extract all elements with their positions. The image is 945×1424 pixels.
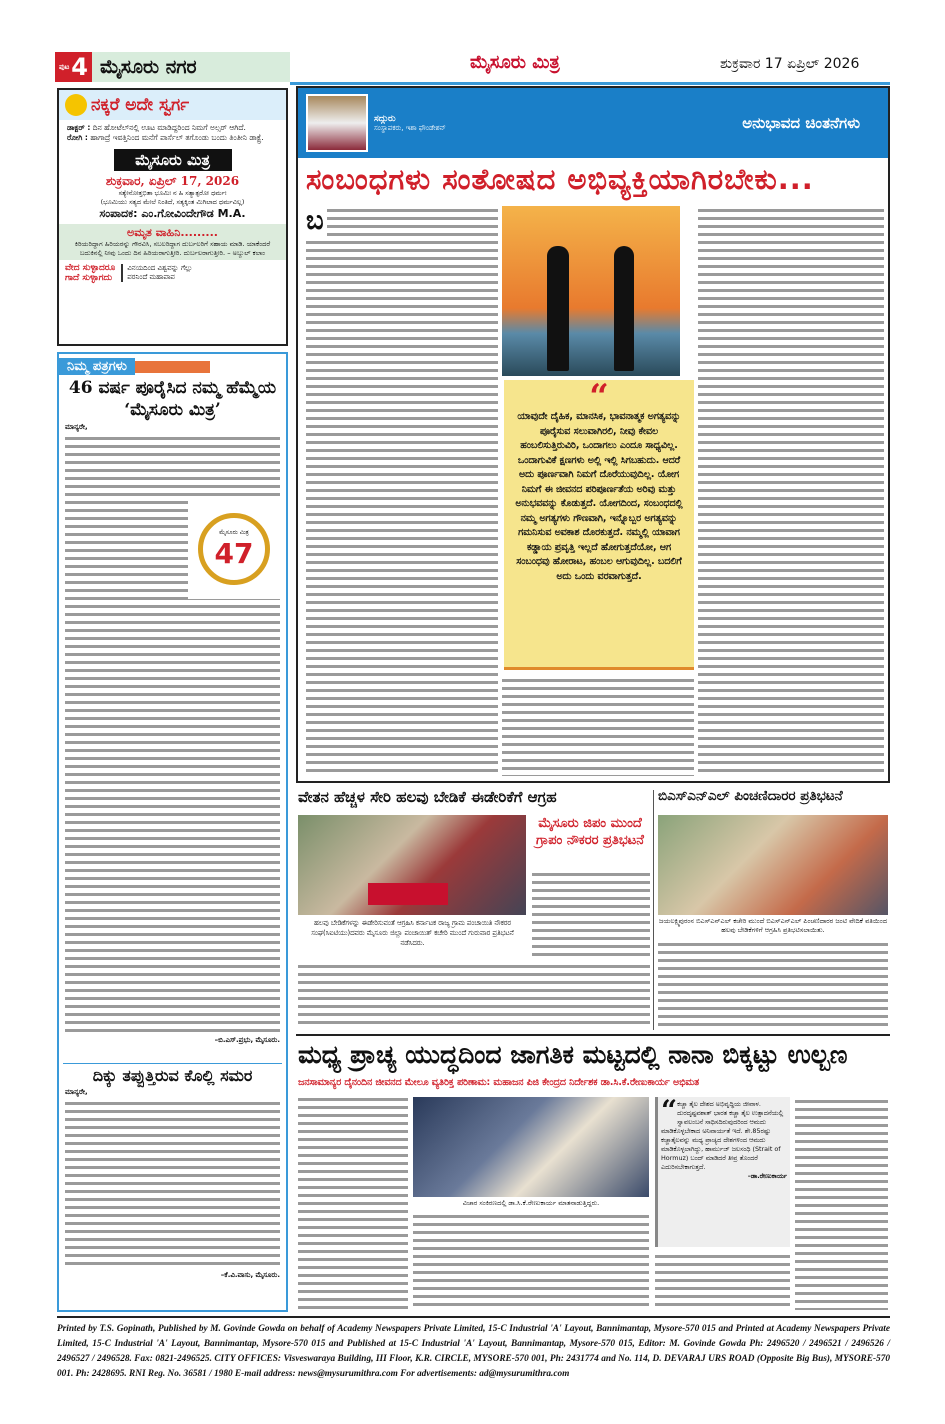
rule [296,1034,890,1036]
expert-quote [655,1094,790,1247]
story-headline: ಮಧ್ಯ ಪ್ರಾಚ್ಯ ಯುದ್ಧದಿಂದ ಜಾಗತಿಕ ಮಟ್ಟದಲ್ಲಿ ನಾನಾ ಬಿಕ್ಕಟ್ಟು ಉಲ್ಬಣ [298,1040,848,1069]
joke-text: ದಿನ ಹೋಟೆಲ್‌ನಲ್ಲಿ ಊಟ ಮಾಡಿದ್ದರಿಂದ ನಿಮಗೆ ಅಲ್ಸರ್ ಆಗಿದೆ. [92,123,246,132]
feature-headline: ಸಂಬಂಧಗಳು ಸಂತೋಷದ ಅಭಿವ್ಯಕ್ತಿಯಾಗಿರಬೇಕು... [306,162,814,196]
letters-banner [59,358,286,375]
badge-text: ಮೈಸೂರು ಮಿತ್ರ [219,528,249,536]
proverb: ವೇದ ಸುಳ್ಳಾದರೂ [65,263,116,273]
pull-quote-text: ಯಾವುದೇ ದೈಹಿಕ, ಮಾನಸಿಕ, ಭಾವನಾತ್ಮಕ ಅಗತ್ಯವನ್ನು ಪೂರೈಸುವ ಸಲುವಾಗಿರಲಿ, ನೀವು ಕೇವಲ ಹಂಬಲಿಸುತ್ತಿರುವಿರಿ, ಒಂದಾಗಲು ಎಂದೂ ಸಾಧ್ಯವಿಲ್ಲ. ಒಂದಾಗುವಿಕೆ ಕ್ಷಣಗಳು ಅಲ್ಲಿ ಇಲ್ಲಿ ಸಿಗಬಹುದು. ಆದರೆ ಅದು ಪೂರ್ಣವಾಗಿ ನಿಮಗೆ ದೊರೆಯುವುದಿಲ್ಲ. ಯೋಗ ನಿಮಗೆ ಈ ಜೀವನದ ಪರಿಪೂರ್ಣತೆಯ ಅರಿವು ಮತ್ತು ಅನುಭವವನ್ನು ಕೊಡುತ್ತದೆ. ಯೋಗದಿಂದ, ಸಂಬಂಧದಲ್ಲಿ ನಮ್ಮ ಅಗತ್ಯಗಳು ಗೌಣವಾಗಿ, ಇನ್ನೊಬ್ಬರ ಅಗತ್ಯವನ್ನು ಗಮನಿಸುವ ಅವಕಾಶ ದೊರಕುತ್ತದೆ. ನಮ್ಮಲ್ಲಿ ಯಾವಾಗ ಕಡ್ಡಾಯ ಪ್ರವೃತ್ತಿ ಇಲ್ಲದೆ ಹೋಗುತ್ತದೆಯೋ, ಆಗ ಸಂಬಂಧವು ಹೋರಾಟ, ಹಂಬಲ ಆಗುವುದಿಲ್ಲ. ಬದಲಿಗೆ ಅದು ಒಂದು ವರವಾಗುತ್ತದೆ. [515,411,683,582]
header-rule [290,82,890,85]
speaker: ರೋಗಿ : [67,133,88,142]
anniversary-badge [188,499,280,599]
masthead: ಮೈಸೂರು ಮಿತ್ರ [470,52,560,73]
letters-section [57,352,288,1312]
joke-title: ನಕ್ಕರೆ ಅದೇ ಸ್ವರ್ಗ [91,95,190,115]
page-number-badge [55,52,92,82]
story-body [655,1252,790,1310]
column-title: ಅನುಭಾವದ ಚಿಂತನೆಗಳು [742,114,860,132]
page-section-header [55,52,290,82]
motto-translation: (ಭೂಮಿಯು ಸತ್ಯದ ಮೇಲೆ ನಿಂತಿದೆ, ಸತ್ಯಕ್ಕಿಂತ ಮಿಗಿಲಾದ ಧರ್ಮವಿಲ್ಲ) [100,198,245,206]
column-divider [653,790,654,1030]
feature-article [296,86,890,783]
story-body [413,1212,649,1310]
couple-silhouette-photo [502,206,680,376]
story-body [298,1095,408,1310]
quote-mark-icon: “ [589,377,609,417]
quote-attribution: –ಡಾ.ರೇಣುಕಾರ್ಯ [747,1172,787,1180]
author-name: ಸದ್ಗುರು [374,113,396,124]
letter-salutation: ಮಾನ್ಯರೇ, [65,423,88,431]
story-body [298,962,650,1028]
editorial-date: ಶುಕ್ರವಾರ, ಏಪ್ರಿಲ್ 17, 2026 [105,174,240,188]
laughing-face-icon [65,94,87,116]
amrutha-quote: ಕಿರಿಯರಿದ್ದಾಗ ಹಿರಿಯರನ್ನು ಗೌರವಿಸಿ, ಸಬಲರಿದ್ದಾಗ ದುರ್ಬಲರಿಗೆ ಸಹಾಯ ಮಾಡಿ. ಯಾಕೆಂದರೆ ಬದುಕಿನಲ್ಲಿ ನೀವು ಒಂದು ದಿನ ಹಿರಿಯರಾಗುತ್ತೀರಿ. ದುರ್ಬಲರಾಗುತ್ತೀರಿ. – ಅಬ್ದುಲ್ ಕಲಾಂ [74,240,271,257]
expert-quote-text: ಕಚ್ಚಾ ತೈಲ ದೇಶದ ಅಭಿವೃದ್ಧಿಯ ಜೀವಾಳ. ದುರದೃಷ್ಟವಶಾತ್ ಭಾರತ ಕಚ್ಚಾ ತೈಲ ಉತ್ಪಾದನೆಯಲ್ಲಿ ಸ್ವಾವಲಂಬನೆ ಸಾಧಿಸದಿರುವುದರಿಂದ ಆಮದು ಮಾಡಿಕೊಳ್ಳಬೇಕಾದ ಅನಿವಾರ್ಯತೆ ಇದೆ. ಶೇ.85ರಷ್ಟು ಕಚ್ಚಾತೈಲವನ್ನು ಮಧ್ಯ ಪ್ರಾಚ್ಯದ ದೇಶಗಳಿಂದ ಆಮದು ಮಾಡಿಕೊಳ್ಳಲಾಗಿದ್ದು, ಹಾರ್ಮುಜ್ ಜಲಸಂಧಿ (Strait of Hormuz) ಬಂದ್ ಮಾಡಿದರೆ ತೀವ್ರ ತೊಂದರೆ ಎದುರಿಸಬೇಕಾಗುತ್ತದೆ. [661,1100,784,1171]
motto: ಸತ್ಯೇನೋತ್ತಭಿತಾ ಭೂಮಿಃ ನ ಹಿ ಸತ್ಯಾತ್ಪರೋ ಧರ್ಮಃ [118,189,227,197]
article-column [306,206,498,776]
amrutha-title: ಅಮೃತ ವಾಹಿನಿ......... [127,226,218,239]
story-kicker: ಮೈಸೂರು ಜಿಪಂ ಮುಂದೆ ಗ್ರಾಪಂ ನೌಕರರ ಪ್ರತಿಭಟನೆ [536,816,644,848]
letters-banner-label: ನಿಮ್ಮ ಪತ್ರಗಳು [59,358,135,375]
drop-cap: ಬ [306,206,327,236]
author-role: ಸಂಸ್ಥಾಪಕರು, ಇಶಾ ಫೌಂಡೇಶನ್ [374,123,446,132]
photo-caption: ಹಲವು ಬೇಡಿಕೆಗಳನ್ನು ಈಡೇರಿಸುವಂತೆ ಆಗ್ರಹಿಸಿ ಕರ್ನಾಟಕ ರಾಜ್ಯ ಗ್ರಾಮ ಪಂಚಾಯಿತಿ ನೌಕರರ ಸಂಘ(ಸಿಐಟಿಯು)ದವರು ಮೈಸೂರು ಜಿಲ್ಲಾ ಪಂಚಾಯಿತ್ ಕಚೇರಿ ಮುಂದೆ ಗುರುವಾರ ಪ್ರತಿಭಟನೆ ನಡೆಸಿದರು. [311,919,514,947]
protest-photo [298,815,526,915]
article-column [502,676,694,776]
author-photo [306,94,368,152]
amrutha-box [59,224,286,260]
seminar-photo [413,1097,649,1197]
letter-body [65,1099,280,1269]
story-body [795,1097,888,1310]
proverb-row [59,260,286,286]
editor-line: ಸಂಪಾದಕ: ಎಂ.ಗೋವಿಂದೇಗೌಡ M.A. [99,207,246,220]
story-subhead: ಜನಸಾಮಾನ್ಯರ ದೈನಂದಿನ ಜೀವನದ ಮೇಲೂ ವ್ಯತಿರಿಕ್ತ ಪರಿಣಾಮ: ಮಹಾಜನ ಪಿಜಿ ಕೇಂದ್ರದ ನಿರ್ದೇಶಕ ಡಾ.ಸಿ.ಕೆ.ರೇಣುಕಾರ್ಯ ಅಭಿಮತ [298,1077,700,1088]
letter-body [65,434,280,1034]
story-body [658,940,888,1030]
page-prefix: ಪುಟ [59,62,70,71]
photo-caption: ವಿಚಾರ ಸಂಕಿರಣದಲ್ಲಿ ಡಾ.ಸಿ.ಕೆ.ರೇಣುಕಾರ್ಯ ಮಾತನಾಡುತ್ತಿದ್ದರು. [462,1199,600,1207]
section-title: ಮೈಸೂರು ನಗರ [99,56,197,78]
letter-signature: –ಕೆ.ವಿ.ವಾಸು, ಮೈಸೂರು. [220,1271,280,1279]
story-headline: ವೇತನ ಹೆಚ್ಚಳ ಸೇರಿ ಹಲವು ಬೇಡಿಕೆ ಈಡೇರಿಕೆಗೆ ಆಗ್ರಹ [298,788,557,806]
letter-headline: ದಿಕ್ಕು ತಪ್ಪುತ್ತಿರುವ ಕೊಲ್ಲಿ ಸಮರ [92,1066,253,1085]
story-body [532,870,650,960]
joke-body [59,120,286,146]
header-date: ಶುಕ್ರವಾರ 17 ಏಪ್ರಿಲ್ 2026 [720,56,860,72]
letter-headline: 46 ವರ್ಷ ಪೂರೈಸಿದ ನಮ್ಮ ಹೆಮ್ಮೆಯ ‘ಮೈಸೂರು ಮಿತ್ರ’ [68,378,277,420]
pull-quote [504,377,694,670]
column-header [298,88,888,158]
pensioners-photo [658,815,888,915]
joke-line [67,123,278,133]
proverb: ಪರನಿಂದೆ ಮಹಾಪಾಪ [127,273,175,281]
letter-signature: –ಬಿ.ಎಸ್.ಪ್ರಭು, ಮೈಸೂರು. [214,1036,280,1044]
article-column [698,206,884,776]
badge-number: 47 [214,536,254,570]
joke-header [59,90,286,120]
page-number: 4 [71,53,88,81]
joke-text: ಹಾಗಾದ್ರೆ ಇವತ್ತಿನಿಂದ ಮನೆಗೆ ಪಾರ್ಸೆಲ್ ತಗೊಂಡು ಬಂದು ತಿಂತೀನಿ ಡಾಕ್ಟ್ರೆ. [90,133,264,142]
proverb: ಗಾದೆ ಸುಳ್ಳಾಗದು [65,273,113,283]
imprint-footer: Printed by T.S. Gopinath, Published by M. Govinde Gowda on behalf of Academy Newspapers Private Limited, 15-C Industrial 'A' Layout, Bannimantap, Mysore-570 015 and Printed at Academy Newspapers Private Limited, 15-C Industrial 'A' Layout, Bannimantap, Mysore-570 015 and Published at 15-C Industrial 'A' Layout, Bannimantap, Mysore-570 015, Editor: M. Govinde Gowda Ph: 2496520 / 2496521 / 2496526 / 2496527 / 2496528. Fax: 0821-2496525. CITY OFFICES: Visveswaraya Building, III Floor, K.R. CIRCLE, MYSORE-570 001, Ph: 2431774 and No. 114, D. DEVARAJ URS ROAD (Opposite Big Bus), MYSORE-570 001. Ph: 2428695. RNI Reg. No. 36581 / 1980 E-mail address: news@mysurumithra.com For advertisements: ad@mysurumithra.com [57,1316,890,1382]
proverb: ವಿನಯದಿಂದ ವಿಶ್ವವನ್ನು ಗೆಲ್ಲು [127,264,193,272]
photo-caption: ಜಯಲಕ್ಷ್ಮಿಪುರಂನ ಬಿಎಸ್‌ಎನ್‌ಎಲ್ ಕಚೇರಿ ಮುಂದೆ ಬಿಎಸ್‌ಎನ್‌ಎಲ್ ಪಿಂಚಣಿದಾರರ ಜಂಟಿ ವೇದಿಕೆ ವತಿಯಿಂದ ಹಲವು ಬೇಡಿಕೆಗಳಿಗೆ ಆಗ್ರಹಿಸಿ ಪ್ರತಿಭಟಿಸಲಾಯಿತು. [658,917,888,934]
joke-line [67,133,278,143]
editorial-box [57,88,288,346]
story-headline: ಬಿಎಸ್‌ಎನ್‌ಎಲ್ ಪಿಂಚಣಿದಾರರ ಪ್ರತಿಭಟನೆ [658,788,843,804]
speaker: ಡಾಕ್ಟರ್ : [67,123,91,132]
masthead-logo: ಮೈಸೂರು ಮಿತ್ರ [114,149,232,171]
quote-mark-icon: “ [661,1094,678,1127]
letter-salutation: ಮಾನ್ಯರೇ, [65,1088,88,1096]
